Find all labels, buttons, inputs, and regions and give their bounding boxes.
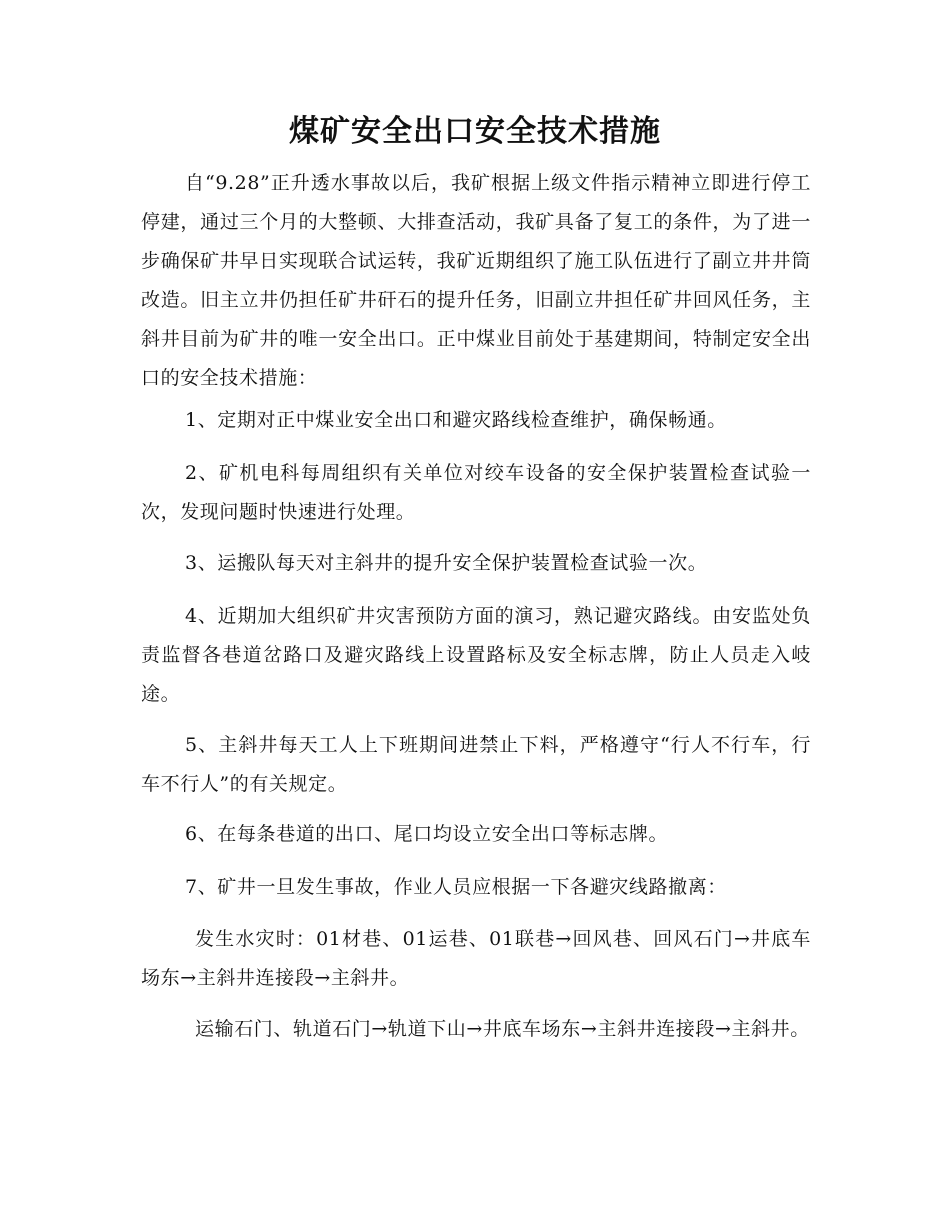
measure-item-3: 3、运搬队每天对主斜井的提升安全保护装置检查试验一次。 bbox=[185, 552, 708, 574]
document-title: 煤矿安全出口安全技术措施 bbox=[289, 114, 661, 149]
intro-paragraph: 自“9.28”正升透水事故以后，我矿根据上级文件指示精神立即进行停工停建，通过三个月的大整顿、大排查活动，我矿具备了复工的条件，为了进一步确保矿井早日实现联合试运转，我矿近期组织了施工队伍进行了副立井井筒改造。旧主立井仍担任矿井矸石的提升任务，旧副立井担任矿井回风任务，主斜井目前为矿井的唯一安全出口。正中煤业目前处于基建期间，特制定安全出口的安全技术措施： bbox=[141, 172, 811, 389]
measure-item-7: 7、矿井一旦发生事故，作业人员应根据一下各避灾线路撤离： bbox=[185, 876, 727, 898]
measure-item-6: 6、在每条巷道的出口、尾口均设立安全出口等标志牌。 bbox=[185, 823, 669, 845]
escape-route-transport: 运输石门、轨道石门→轨道下山→井底车场东→主斜井连接段→主斜井。 bbox=[195, 1018, 810, 1040]
measure-item-5: 5、主斜井每天工人上下班期间进禁止下料，严格遵守“行人不行车，行车不行人”的有关规定。 bbox=[141, 734, 811, 795]
measure-item-1: 1、定期对正中煤业安全出口和避灾路线检查维护，确保畅通。 bbox=[185, 409, 727, 431]
measure-item-2: 2、矿机电科每周组织有关单位对绞车设备的安全保护装置检查试验一次，发现问题时快速进行处理。 bbox=[141, 462, 811, 523]
measure-item-4: 4、近期加大组织矿井灾害预防方面的演习，熟记避灾路线。由安监处负责监督各巷道岔路口及避灾路线上设置路标及安全标志牌，防止人员走入岐途。 bbox=[141, 605, 811, 705]
escape-route-flood: 发生水灾时：01材巷、01运巷、01联巷→回风巷、回风石门→井底车场东→主斜井连接段→主斜井。 bbox=[141, 928, 811, 989]
